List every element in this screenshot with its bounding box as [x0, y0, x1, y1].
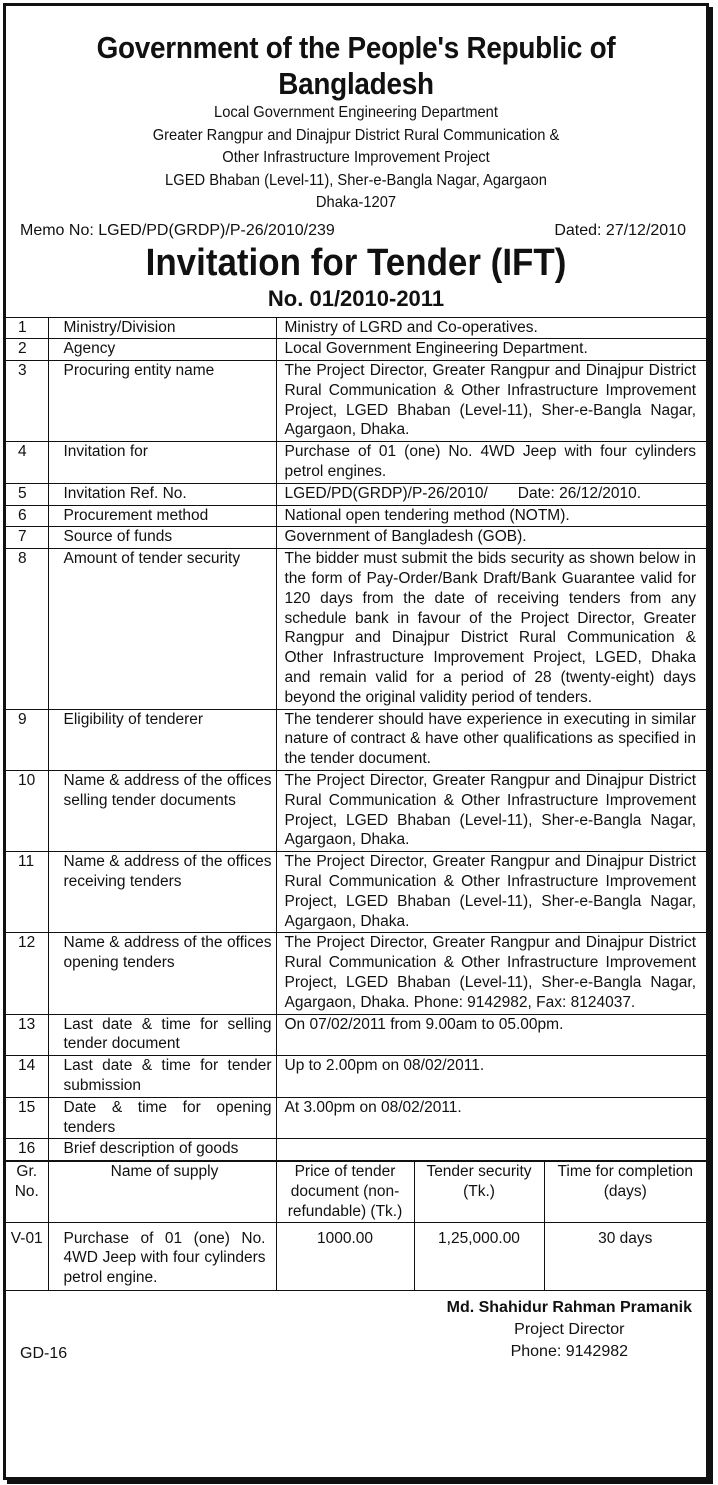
row-label: Last date & time for selling tender document [48, 1014, 276, 1056]
table-row [6, 527, 706, 549]
project-line-1: Greater Rangpur and Dinajpur District Rural Communication & [152, 126, 560, 144]
row-number: 16 [6, 1139, 48, 1161]
table-row [6, 709, 706, 770]
row-number: 9 [6, 709, 48, 770]
table-row [6, 317, 706, 339]
goods-header-security: Tender security (Tk.) [414, 1162, 544, 1222]
document-number: No. 01/2010-2011 [267, 285, 445, 311]
table-row [6, 1056, 706, 1098]
row-value: At 3.00pm on 08/02/2011. [276, 1097, 706, 1139]
goods-table [6, 1161, 706, 1290]
row-label: Date & time for opening tenders [48, 1097, 276, 1139]
row-label: Brief description of goods [48, 1139, 276, 1161]
row-label: Procurement method [48, 505, 276, 527]
project-line-2: Other Infrastructure Improvement Project [222, 149, 490, 166]
row-number: 12 [6, 933, 48, 1014]
row-number: 11 [6, 852, 48, 933]
row-label: Name & address of the offices selling tender documents [48, 771, 276, 852]
address-line: LGED Bhaban (Level-11), Sher-e-Bangla Nagar, Agargaon [165, 171, 547, 189]
table-row [6, 1139, 706, 1161]
signatory-designation: Project Director [514, 1320, 625, 1338]
row-number: 8 [6, 549, 48, 709]
row-label: Last date & time for tender submission [48, 1056, 276, 1098]
goods-header-row [6, 1162, 706, 1222]
goods-time: 30 days [544, 1222, 706, 1290]
row-value-empty [276, 1139, 706, 1161]
invitation-ref: LGED/PD(GRDP)/P-26/2010/ [284, 484, 488, 502]
row-label: Amount of tender security [48, 549, 276, 709]
goods-header-price: Price of tender document (non-refundable) (Tk.) [276, 1162, 414, 1222]
city-line: Dhaka-1207 [315, 194, 397, 211]
table-row [6, 361, 706, 442]
memo-number: Memo No: LGED/PD(GRDP)/P-26/2010/239 [20, 221, 335, 239]
signatory-phone: Phone: 9142982 [510, 1342, 629, 1360]
department-line: Local Government Engineering Department [214, 104, 498, 121]
document-title: Invitation for Tender (IFT) [145, 241, 567, 284]
row-label: Invitation for [48, 442, 276, 484]
goods-header-time: Time for completion (days) [544, 1162, 706, 1222]
row-number: 1 [6, 317, 48, 339]
row-value: Ministry of LGRD and Co-operatives. [276, 317, 706, 339]
goods-name: Purchase of 01 (one) No. 4WD Jeep with four cylinders petrol engine. [48, 1222, 276, 1290]
advertisement-frame [3, 3, 709, 1480]
table-row [6, 1097, 706, 1139]
memo-row [6, 221, 706, 241]
row-value: The bidder must submit the bids security as shown below in the form of Pay-Order/Bank Draft/Bank Guarantee valid for 120 days from the date of receiving tenders from any schedule bank in favour of the Project Director, Greater Rangpur and Dinajpur District Rural Communication & Other Infrastructure Improvement Project, LGED, Dhaka and remain valid for a period of 28 (twenty-eight) days beyond the original validity period of tenders. [276, 549, 706, 709]
header [6, 30, 706, 215]
row-value: On 07/02/2011 from 9.00am to 05.00pm. [276, 1014, 706, 1056]
gd-code: GD-16 [20, 1344, 68, 1362]
row-label: Invitation Ref. No. [48, 483, 276, 505]
row-value: The tenderer should have experience in executing in similar nature of contract & have other qualifications as specified in the tender document. [276, 709, 706, 770]
table-row [6, 549, 706, 709]
row-value: The Project Director, Greater Rangpur and Dinajpur District Rural Communication & Other Infrastructure Improvement Project, LGED Bhaban (Level-11), Sher-e-Bangla Nagar, Agargaon, Dhaka. Phone: 9142982, Fax: 8124037. [276, 933, 706, 1014]
memo-date: Dated: 27/12/2010 [554, 221, 686, 239]
goods-header-gr-no: Gr. No. [6, 1162, 48, 1222]
row-number: 3 [6, 361, 48, 442]
row-value: National open tendering method (NOTM). [276, 505, 706, 527]
footer [6, 1291, 706, 1369]
row-number: 10 [6, 771, 48, 852]
invitation-ref-date: Date: 26/12/2010. [517, 484, 642, 502]
goods-security: 1,25,000.00 [414, 1222, 544, 1290]
table-row [6, 442, 706, 484]
signatory-name: Md. Shahidur Rahman Pramanik [446, 1298, 692, 1316]
table-row [6, 505, 706, 527]
goods-gr-no: V-01 [6, 1222, 48, 1290]
row-label: Ministry/Division [48, 317, 276, 339]
row-number: 2 [6, 339, 48, 361]
table-row [6, 933, 706, 1014]
row-number: 13 [6, 1014, 48, 1056]
row-label: Name & address of the offices opening tenders [48, 933, 276, 1014]
row-number: 6 [6, 505, 48, 527]
table-row [6, 483, 706, 505]
row-number: 5 [6, 483, 48, 505]
row-label: Eligibility of tenderer [48, 709, 276, 770]
row-number: 4 [6, 442, 48, 484]
row-value: Local Government Engineering Department. [276, 339, 706, 361]
signature-block [447, 1297, 692, 1363]
table-row [6, 852, 706, 933]
row-value: The Project Director, Greater Rangpur and Dinajpur District Rural Communication & Other Infrastructure Improvement Project, LGED Bhaban (Level-11), Sher-e-Bangla Nagar, Agargaon, Dhaka. [276, 852, 706, 933]
row-label: Source of funds [48, 527, 276, 549]
tender-details-table [6, 317, 706, 1162]
row-value: The Project Director, Greater Rangpur and Dinajpur District Rural Communication & Other Infrastructure Improvement Project, LGED Bhaban (Level-11), Sher-e-Bangla Nagar, Agargaon, Dhaka. [276, 361, 706, 442]
row-label: Agency [48, 339, 276, 361]
row-label: Procuring entity name [48, 361, 276, 442]
row-value: Purchase of 01 (one) No. 4WD Jeep with four cylinders petrol engines. [276, 442, 706, 484]
row-value: Government of Bangladesh (GOB). [276, 527, 706, 549]
government-title: Government of the People's Republic of Bangladesh [96, 30, 616, 101]
row-label: Name & address of the offices receiving tenders [48, 852, 276, 933]
row-value [276, 483, 706, 505]
goods-header-name: Name of supply [48, 1162, 276, 1222]
goods-row [6, 1222, 706, 1290]
goods-price: 1000.00 [276, 1222, 414, 1290]
table-row [6, 771, 706, 852]
row-value: The Project Director, Greater Rangpur and Dinajpur District Rural Communication & Other Infrastructure Improvement Project, LGED Bhaban (Level-11), Sher-e-Bangla Nagar, Agargaon, Dhaka. [276, 771, 706, 852]
row-number: 7 [6, 527, 48, 549]
row-number: 15 [6, 1097, 48, 1139]
table-row [6, 1014, 706, 1056]
row-number: 14 [6, 1056, 48, 1098]
row-value: Up to 2.00pm on 08/02/2011. [276, 1056, 706, 1098]
table-row [6, 339, 706, 361]
